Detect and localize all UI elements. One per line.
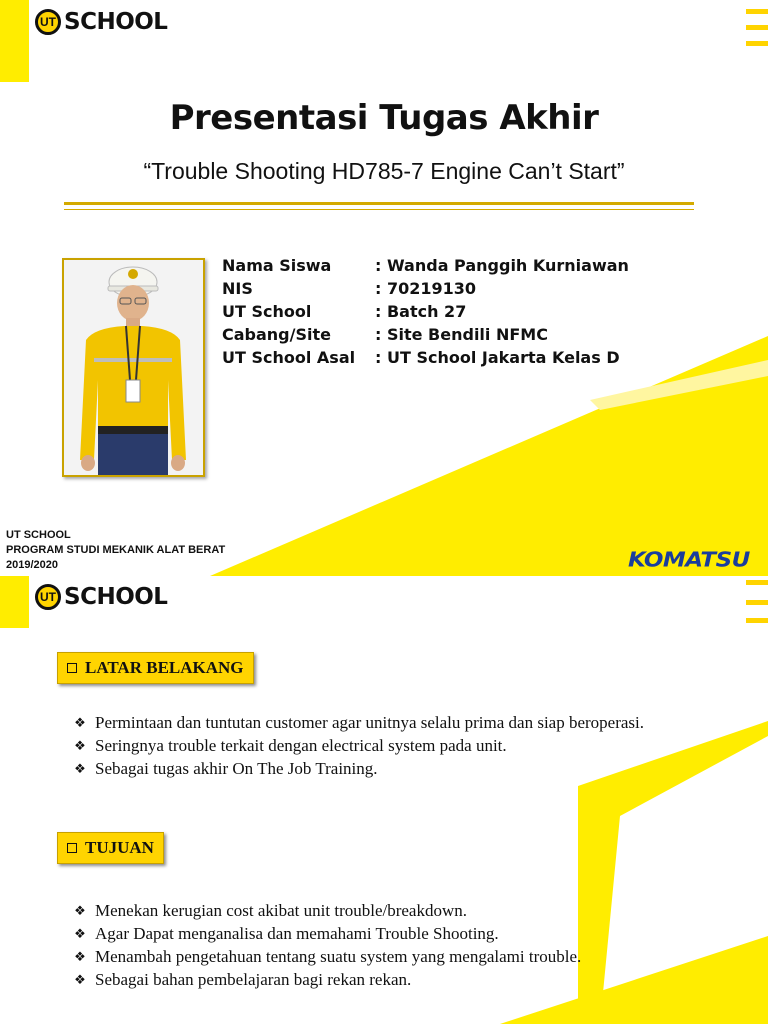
- title-rule-thick: [64, 202, 694, 205]
- footer-line-school: UT SCHOOL: [6, 529, 71, 541]
- student-photo: [62, 258, 205, 477]
- info-row-site: [222, 325, 629, 348]
- diamond-bullet-icon: ❖: [74, 760, 86, 776]
- info-row-name: [222, 256, 629, 279]
- list-item: [73, 899, 581, 922]
- logo-text: SCHOOL: [64, 9, 168, 35]
- checkbox-icon: [67, 663, 77, 673]
- background-bullet-list: [73, 711, 644, 780]
- list-item-text: Sebagai tugas akhir On The Job Training.: [95, 758, 378, 778]
- list-item: [73, 711, 644, 734]
- info-value: : Site Bendili NFMC: [375, 325, 548, 344]
- info-value: : 70219130: [375, 279, 477, 298]
- list-item-text: Seringnya trouble terkait dengan electrical system pada unit.: [95, 735, 507, 755]
- list-item-text: Sebagai bahan pembelajaran bagi rekan rekan.: [95, 969, 412, 989]
- footer-line-program: PROGRAM STUDI MEKANIK ALAT BERAT: [6, 544, 226, 556]
- list-item: [73, 945, 581, 968]
- ut-school-logo: [35, 584, 167, 610]
- left-accent-bar: [0, 576, 29, 628]
- list-item: [73, 757, 644, 780]
- list-item: [73, 968, 581, 991]
- logo-text: SCHOOL: [64, 584, 168, 610]
- background-slide: [0, 576, 768, 1024]
- diagonal-accent-shape: [210, 336, 768, 576]
- slide-subtitle: “Trouble Shooting HD785-7 Engine Can’t Start”: [143, 158, 625, 184]
- list-item-text: Menekan kerugian cost akibat unit trouble/breakdown.: [95, 900, 467, 920]
- checkbox-icon: [67, 843, 77, 853]
- list-item-text: Agar Dapat menganalisa dan memahami Trouble Shooting.: [95, 923, 499, 943]
- diamond-bullet-icon: ❖: [74, 971, 86, 987]
- info-label: UT School Asal: [222, 348, 356, 367]
- info-value: : Batch 27: [375, 302, 467, 321]
- left-accent-bar: [0, 0, 29, 82]
- diamond-bullet-icon: ❖: [74, 737, 86, 753]
- info-label: Cabang/Site: [222, 325, 331, 344]
- section-heading-label: LATAR BELAKANG: [85, 658, 244, 677]
- ut-school-logo: [35, 9, 167, 35]
- right-dash-2: [746, 600, 768, 605]
- list-item: [73, 922, 581, 945]
- info-row-batch: [222, 302, 629, 325]
- right-dash-2: [746, 25, 768, 30]
- list-item: [73, 734, 644, 757]
- student-info-table: [222, 256, 629, 371]
- slide-title: Presentasi Tugas Akhir: [169, 98, 599, 138]
- info-label: NIS: [222, 279, 253, 298]
- info-row-origin: [222, 348, 629, 371]
- section-heading-tujuan: [57, 832, 164, 864]
- komatsu-logo: KOMATSU: [628, 548, 750, 572]
- info-value: : UT School Jakarta Kelas D: [375, 348, 620, 367]
- diamond-bullet-icon: ❖: [74, 902, 86, 918]
- right-dash-1: [746, 580, 768, 585]
- title-rule-thin: [64, 209, 694, 210]
- program-footer: [6, 528, 225, 573]
- info-value: : Wanda Panggih Kurniawan: [375, 256, 629, 275]
- list-item-text: Permintaan dan tuntutan customer agar unitnya selalu prima dan siap beroperasi.: [95, 712, 645, 732]
- info-label: UT School: [222, 302, 312, 321]
- goals-bullet-list: [73, 899, 581, 991]
- info-row-nis: [222, 279, 629, 302]
- ut-logo-icon: UT: [35, 9, 61, 35]
- footer-line-year: 2019/2020: [6, 559, 58, 571]
- info-label: Nama Siswa: [222, 256, 332, 275]
- diamond-bullet-icon: ❖: [74, 714, 86, 730]
- right-dash-1: [746, 9, 768, 14]
- student-figure-illustration: [64, 260, 203, 475]
- ut-logo-icon: UT: [35, 584, 61, 610]
- list-item-text: Menambah pengetahuan tentang suatu system yang mengalami trouble.: [95, 946, 582, 966]
- section-heading-latar-belakang: [57, 652, 254, 684]
- right-dash-3: [746, 618, 768, 623]
- diamond-bullet-icon: ❖: [74, 925, 86, 941]
- section-heading-label: TUJUAN: [85, 838, 154, 857]
- right-dash-3: [746, 41, 768, 46]
- diamond-bullet-icon: ❖: [74, 948, 86, 964]
